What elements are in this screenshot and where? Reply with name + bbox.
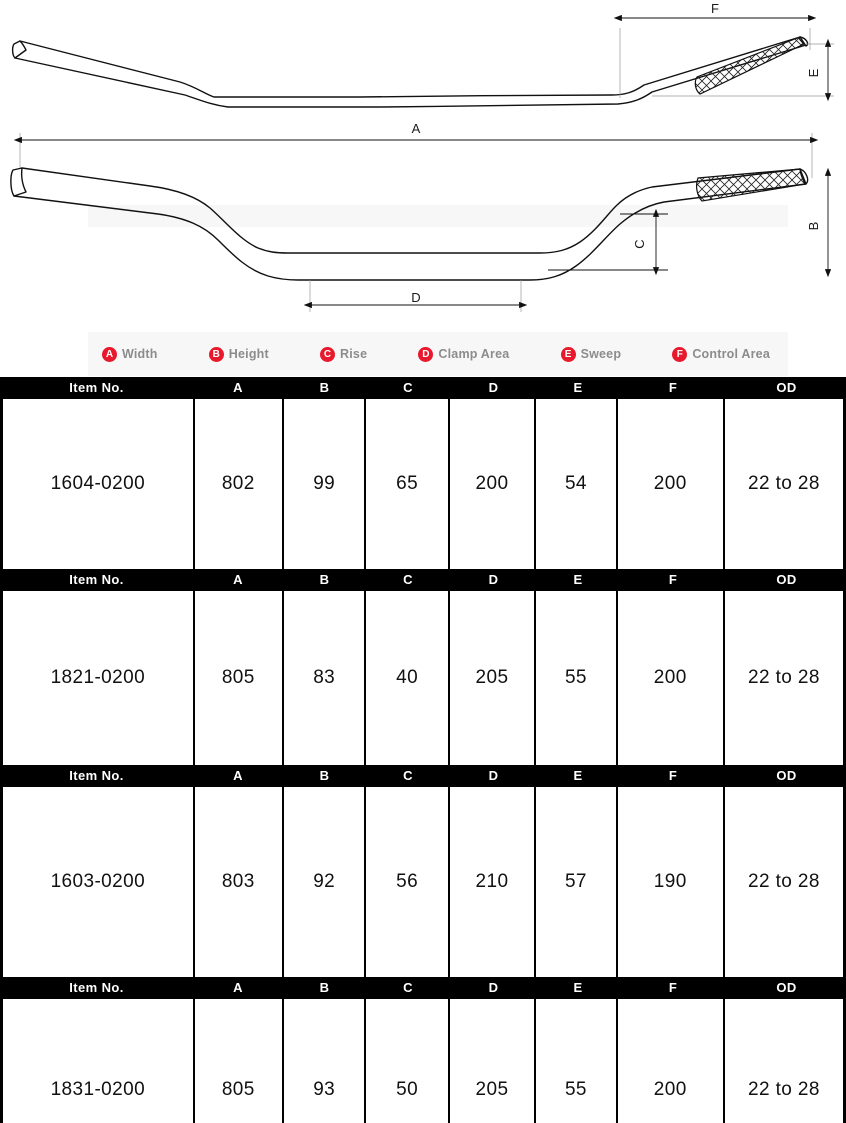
cell-c: 50: [366, 999, 449, 1123]
header-cell-item-no: Item No.: [69, 380, 124, 395]
dimension-label-f: F: [711, 1, 719, 16]
legend-item-rise: [320, 347, 367, 362]
cell-od: 22 to 28: [747, 871, 820, 892]
cell-b: 83: [284, 591, 366, 765]
header-cell-c: C: [403, 768, 413, 783]
header-cell-c: C: [403, 572, 413, 587]
cell-a: 805: [195, 591, 284, 765]
cell-c: 56: [366, 787, 449, 977]
header-cell-f: F: [668, 980, 678, 995]
header-cell-od: OD: [776, 768, 797, 783]
header-cell-od: OD: [776, 980, 797, 995]
cell-d: 200: [450, 399, 536, 569]
dimension-label-b: B: [806, 221, 821, 231]
header-cell-b: B: [319, 768, 330, 783]
spec-block: [0, 765, 846, 977]
table-header-row: [0, 377, 846, 399]
header-cell-d: D: [488, 980, 499, 995]
table-row: [0, 399, 846, 569]
legend-item-width: [102, 347, 158, 362]
legend-badge-f-icon: F: [672, 347, 687, 362]
legend-badge-b-icon: B: [209, 347, 224, 362]
cell-d: 205: [450, 999, 536, 1123]
spec-block: [0, 377, 846, 569]
spec-block: [0, 977, 846, 1123]
legend-item-control-area: [672, 347, 770, 362]
legend-badge-a-icon: A: [102, 347, 117, 362]
cell-e: 57: [536, 787, 617, 977]
header-cell-e: E: [573, 980, 583, 995]
cell-e: 55: [536, 999, 617, 1123]
header-cell-f: F: [668, 380, 678, 395]
legend-label-width: Width: [122, 347, 158, 361]
table-header-row: [0, 569, 846, 591]
spec-block: [0, 569, 846, 765]
legend-label-rise: Rise: [340, 347, 368, 361]
cell-b: 92: [284, 787, 366, 977]
cell-od: 22 to 28: [747, 473, 820, 494]
legend-label-clamp-area: Clamp Area: [438, 347, 510, 361]
cell-a: 803: [195, 787, 284, 977]
header-cell-a: A: [233, 768, 243, 783]
cell-d: 205: [450, 591, 536, 765]
cell-f: 200: [618, 999, 725, 1123]
table-row: [0, 591, 846, 765]
cell-item-no: 1604-0200: [3, 399, 195, 569]
dimension-label-e: E: [806, 68, 821, 78]
header-cell-d: D: [488, 768, 499, 783]
cell-c: 40: [366, 591, 449, 765]
header-cell-d: D: [488, 380, 499, 395]
header-cell-item-no: Item No.: [69, 768, 124, 783]
legend-badge-d-icon: D: [418, 347, 433, 362]
cell-f: 200: [618, 399, 725, 569]
legend-item-clamp-area: [418, 347, 509, 362]
legend-badge-c-icon: C: [320, 347, 335, 362]
header-cell-item-no: Item No.: [69, 572, 124, 587]
handlebar-technical-drawing: [0, 0, 846, 322]
cell-b: 93: [284, 999, 366, 1123]
grip-knurl-front-view: [697, 169, 805, 201]
table-row: [0, 787, 846, 977]
header-cell-od: OD: [776, 572, 797, 587]
cell-f: 190: [618, 787, 725, 977]
header-cell-b: B: [319, 980, 330, 995]
cell-od: 22 to 28: [747, 667, 820, 688]
cell-d: 210: [450, 787, 536, 977]
legend-label-height: Height: [228, 347, 269, 361]
cell-a: 805: [195, 999, 284, 1123]
dimension-label-c: C: [632, 239, 647, 249]
cell-a: 802: [195, 399, 284, 569]
header-cell-b: B: [319, 380, 330, 395]
header-cell-f: F: [668, 572, 678, 587]
grip-knurl-top-view: [695, 37, 804, 94]
header-cell-e: E: [573, 572, 583, 587]
cell-f: 200: [618, 591, 725, 765]
table-header-row: [0, 765, 846, 787]
legend-label-control-area: Control Area: [692, 347, 770, 361]
cell-b: 99: [284, 399, 366, 569]
header-cell-e: E: [573, 768, 583, 783]
cell-c: 65: [366, 399, 449, 569]
cell-item-no: 1821-0200: [3, 591, 195, 765]
header-cell-a: A: [233, 980, 243, 995]
header-cell-d: D: [488, 572, 499, 587]
header-cell-c: C: [403, 380, 413, 395]
legend-badge-e-icon: E: [561, 347, 576, 362]
header-cell-item-no: Item No.: [69, 980, 124, 995]
dimension-legend: [88, 332, 788, 376]
header-cell-e: E: [573, 380, 583, 395]
dimension-label-a: A: [411, 121, 421, 136]
spec-table: [0, 377, 846, 1123]
table-row: [0, 999, 846, 1123]
legend-label-sweep: Sweep: [580, 347, 622, 361]
header-cell-od: OD: [776, 380, 797, 395]
header-cell-a: A: [233, 380, 243, 395]
cell-e: 55: [536, 591, 617, 765]
top-view-handlebar: [13, 37, 808, 107]
dimension-a: [20, 133, 812, 178]
header-cell-b: B: [319, 572, 330, 587]
cell-item-no: 1831-0200: [3, 999, 195, 1123]
header-cell-a: A: [233, 572, 243, 587]
table-header-row: [0, 977, 846, 999]
header-cell-f: F: [668, 768, 678, 783]
legend-item-height: [209, 347, 269, 362]
header-cell-c: C: [403, 980, 413, 995]
cell-e: 54: [536, 399, 617, 569]
cell-item-no: 1603-0200: [3, 787, 195, 977]
cell-od: 22 to 28: [747, 1079, 820, 1100]
legend-item-sweep: [561, 347, 622, 362]
dimension-label-d: D: [411, 290, 421, 305]
